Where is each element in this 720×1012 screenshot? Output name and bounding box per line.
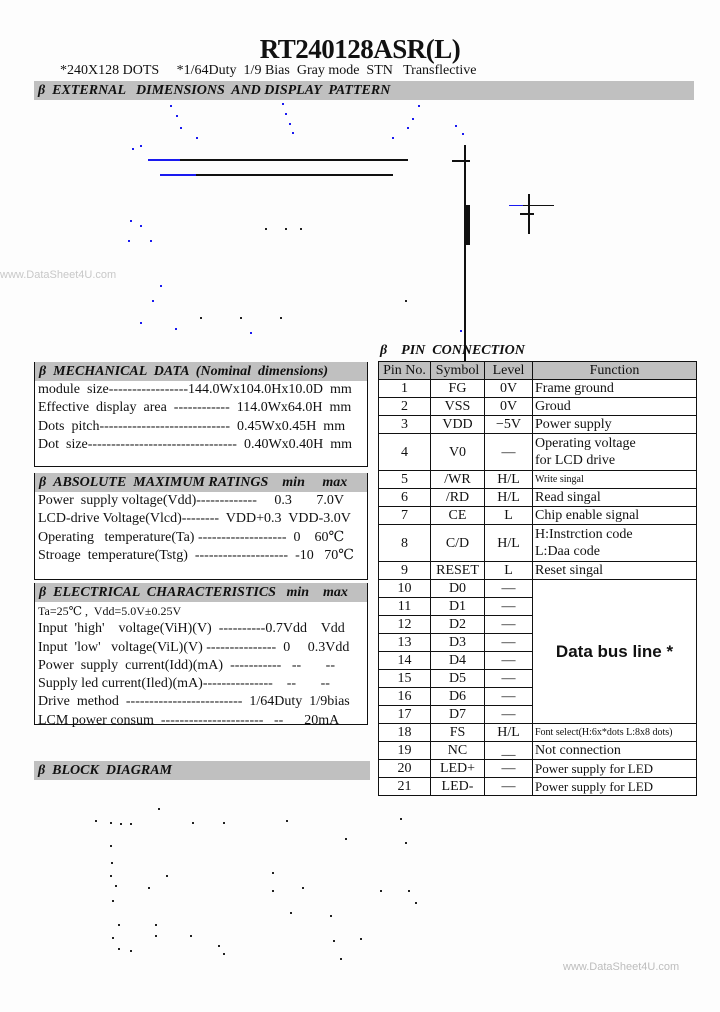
section-heading-block-diagram: β BLOCK DIAGRAM (34, 761, 370, 780)
pin-level: 0V (485, 398, 533, 416)
table-row (379, 416, 697, 434)
table-row (379, 562, 697, 580)
pin-no: 4 (379, 434, 431, 471)
col-header-function: Function (533, 362, 697, 380)
pin-no: 7 (379, 507, 431, 525)
document-subtitle: *240X128 DOTS *1/64Duty 1/9 Bias Gray mode STN Transflective (60, 63, 477, 78)
pin-no: 16 (379, 688, 431, 706)
pin-no: 14 (379, 652, 431, 670)
dimension-drawing (0, 100, 720, 345)
col-header-symbol: Symbol (431, 362, 485, 380)
pin-symbol: /WR (431, 471, 485, 489)
pin-no: 3 (379, 416, 431, 434)
pin-no: 6 (379, 489, 431, 507)
electrical-condition: Ta=25℃ , Vdd=5.0V±0.25V (38, 604, 182, 618)
pin-no: 21 (379, 778, 431, 796)
pin-function (533, 434, 697, 471)
section-heading-pin-connection: β PIN CONNECTION (380, 343, 525, 358)
section-heading-external-dimensions: β EXTERNAL DIMENSIONS AND DISPLAY PATTERN (34, 81, 694, 100)
electrical-row: Input 'low' voltage(ViL)(V) --------------- 0 0.3Vdd (38, 639, 350, 655)
pin-level: — (485, 706, 533, 724)
table-row (379, 742, 697, 760)
pin-function: Chip enable signal (533, 507, 697, 525)
document-title: RT240128ASR(L) (259, 34, 461, 64)
absolute-max-ratings-heading: β ABSOLUTE MAXIMUM RATINGS min max (35, 473, 367, 492)
pin-symbol: D0 (431, 580, 485, 598)
pin-function: Power supply for LED (533, 760, 697, 778)
mechanical-data-box (34, 362, 368, 467)
pin-symbol: D7 (431, 706, 485, 724)
pin-function: Font select(H:6x*dots L:8x8 dots) (533, 724, 697, 742)
pin-no: 17 (379, 706, 431, 724)
ratings-row: Stroage temperature(Tstg) -------------------- -10 70℃ (38, 547, 354, 563)
electrical-row: Input 'high' voltage(ViH)(V) ----------0.7Vdd Vdd (38, 621, 345, 637)
pin-level: — (485, 634, 533, 652)
pin-function (533, 525, 697, 562)
pin-function: Reset singal (533, 562, 697, 580)
pin-no: 18 (379, 724, 431, 742)
table-row (379, 507, 697, 525)
table-row (379, 778, 697, 796)
pin-symbol: D1 (431, 598, 485, 616)
mechanical-data-heading: β MECHANICAL DATA (Nominal dimensions) (35, 362, 367, 381)
pin-level: 0V (485, 380, 533, 398)
pin-level: — (485, 778, 533, 796)
pin-connection-table (378, 361, 697, 796)
table-row (379, 380, 697, 398)
pin-level: — (485, 652, 533, 670)
table-row (379, 760, 697, 778)
pin-level: — (485, 688, 533, 706)
pin-level: __ (485, 742, 533, 760)
electrical-characteristics-box (34, 583, 368, 728)
col-header-pin: Pin No. (379, 362, 431, 380)
pin-function: Write singal (533, 471, 697, 489)
electrical-row: Supply led current(Iled)(mA)--------------- -- -- (38, 676, 330, 692)
pin-no: 15 (379, 670, 431, 688)
pin-symbol: C/D (431, 525, 485, 562)
pin-symbol: D6 (431, 688, 485, 706)
pin-symbol: LED+ (431, 760, 485, 778)
pin-function-line2: for LCD drive (535, 453, 616, 468)
pin-level: — (485, 616, 533, 634)
pin-function: Not connection (533, 742, 697, 760)
pin-symbol: FG (431, 380, 485, 398)
watermark-bottom: www.DataSheet4U.com (563, 961, 680, 973)
pin-function: Power supply for LED (533, 778, 697, 796)
electrical-row: Drive method ------------------------- 1/64Duty 1/9bias (38, 694, 350, 710)
pin-level: — (485, 434, 533, 471)
pin-level: H/L (485, 471, 533, 489)
electrical-row: Power supply current(Idd)(mA) ----------- -- -- (38, 657, 335, 673)
mechanical-row: Dots pitch---------------------------- 0.45Wx0.45H mm (38, 418, 346, 434)
table-row (379, 489, 697, 507)
table-row (379, 580, 697, 598)
pin-function: Read singal (533, 489, 697, 507)
block-diagram (60, 790, 460, 970)
pin-symbol: D4 (431, 652, 485, 670)
pin-symbol: FS (431, 724, 485, 742)
mechanical-row: Effective display area ------------ 114.0Wx64.0H mm (38, 400, 352, 416)
table-row (379, 471, 697, 489)
pin-no: 9 (379, 562, 431, 580)
ratings-row: Operating temperature(Ta) ------------------- 0 60℃ (38, 529, 345, 545)
pin-level: H/L (485, 489, 533, 507)
pin-level: — (485, 670, 533, 688)
pin-symbol: LED- (431, 778, 485, 796)
pin-level: — (485, 580, 533, 598)
pin-function: Power supply (533, 416, 697, 434)
pin-no: 5 (379, 471, 431, 489)
pin-no: 13 (379, 634, 431, 652)
ratings-row: Power supply voltage(Vdd)------------- 0.3 7.0V (38, 493, 344, 508)
pin-symbol: D5 (431, 670, 485, 688)
table-row (379, 398, 697, 416)
pin-function: Groud (533, 398, 697, 416)
data-bus-line-label: Data bus line * (533, 580, 697, 724)
mechanical-row: Dot size-------------------------------- 0.40Wx0.40H mm (38, 436, 353, 452)
pin-symbol: RESET (431, 562, 485, 580)
pin-symbol: VSS (431, 398, 485, 416)
pin-symbol: V0 (431, 434, 485, 471)
mechanical-row: module size-----------------144.0Wx104.0Hx10.0D mm (38, 382, 352, 397)
pin-symbol: NC (431, 742, 485, 760)
pin-function-line2: L:Daa code (535, 544, 600, 559)
pin-no: 12 (379, 616, 431, 634)
pin-symbol: /RD (431, 489, 485, 507)
absolute-max-ratings-box (34, 473, 368, 580)
pin-symbol: D2 (431, 616, 485, 634)
col-header-level: Level (485, 362, 533, 380)
pin-no: 11 (379, 598, 431, 616)
pin-no: 10 (379, 580, 431, 598)
table-row (379, 724, 697, 742)
pin-no: 20 (379, 760, 431, 778)
pin-level: L (485, 507, 533, 525)
pin-level: H/L (485, 724, 533, 742)
pin-no: 8 (379, 525, 431, 562)
pin-level: — (485, 598, 533, 616)
table-row (379, 525, 697, 562)
watermark-left: www.DataSheet4U.com (0, 269, 117, 281)
pin-symbol: VDD (431, 416, 485, 434)
pin-function-line1: H:Instrction code (535, 527, 633, 542)
electrical-row: LCM power consum ---------------------- -- 20mA (38, 712, 340, 728)
ratings-row: LCD-drive Voltage(Vlcd)-------- VDD+0.3 VDD-3.0V (38, 511, 351, 527)
table-header-row (379, 362, 697, 380)
table-row (379, 434, 697, 471)
pin-no: 1 (379, 380, 431, 398)
pin-function: Frame ground (533, 380, 697, 398)
pin-no: 19 (379, 742, 431, 760)
pin-function-line1: Operating voltage (535, 436, 636, 451)
pin-level: — (485, 760, 533, 778)
pin-no: 2 (379, 398, 431, 416)
electrical-characteristics-heading: β ELECTRICAL CHARACTERISTICS min max (35, 583, 367, 602)
pin-symbol: CE (431, 507, 485, 525)
pin-symbol: D3 (431, 634, 485, 652)
pin-level: H/L (485, 525, 533, 562)
pin-level: L (485, 562, 533, 580)
pin-level: −5V (485, 416, 533, 434)
